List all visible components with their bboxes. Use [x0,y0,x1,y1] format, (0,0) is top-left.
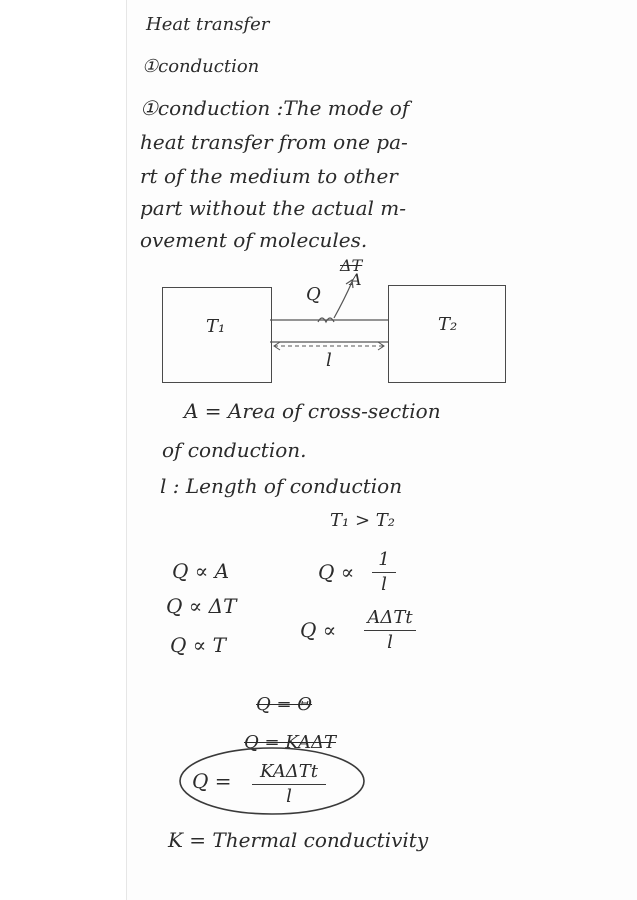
q-prop-combined-prefix: Q ∝ [300,618,337,642]
q-prop-delta-t: Q ∝ ΔT [166,594,237,618]
q-prop-area: Q ∝ A [172,559,230,583]
fraction-denominator: l [381,573,387,595]
length-definition: l : Length of conduction [160,474,403,498]
final-equation-prefix: Q = [192,769,232,793]
page-title: Heat transfer [146,14,270,35]
definition-line: ovement of molecules. [140,228,368,252]
area-definition-cont: of conduction. [162,438,307,462]
fraction-denominator: l [387,631,393,653]
struck-equation: Q = KAΔT [244,732,337,753]
fraction-numerator: KAΔTt [260,761,318,782]
definition-line: rt of the medium to other [140,164,398,188]
area-definition: A = Area of cross-section [184,399,441,423]
definition-line: part without the actual m- [140,196,406,220]
temperature-relation: T₁ > T₂ [330,510,395,531]
fraction-denominator: l [286,785,292,807]
k-definition: K = Thermal conductivity [168,828,429,852]
hot-body-label: T₁ [206,316,226,337]
q-prop-inverse-length-prefix: Q ∝ [318,560,355,584]
fraction-numerator: AΔTt [367,607,413,628]
final-equation-fraction [252,762,326,807]
definition-line: heat transfer from one pa- [140,130,408,154]
struck-area-note: ΔT [340,256,363,275]
length-label: l [326,350,332,371]
q-prop-t: Q ∝ T [170,633,226,657]
heat-flow-label: Q [306,284,321,305]
cold-body-label: T₂ [438,314,458,335]
section-heading: ①conduction [142,56,260,77]
fraction-numerator: 1 [378,549,390,570]
area-label: A [350,270,362,289]
definition-line: ①conduction :The mode of [140,96,410,120]
fraction-bar [252,784,326,785]
struck-equation: Q = Θ [256,694,313,715]
